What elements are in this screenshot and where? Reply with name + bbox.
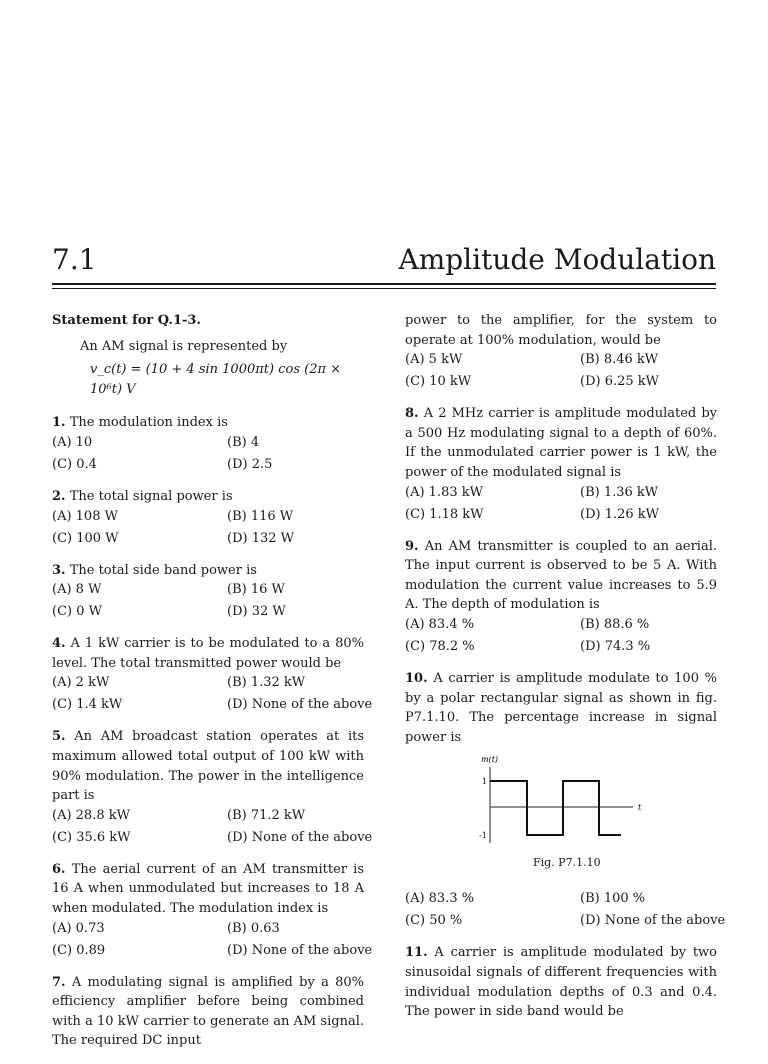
question-9 — [405, 537, 717, 656]
question-text: power to the amplifier, for the system to operate at 100% modulation, would be — [405, 313, 717, 348]
left-column — [52, 311, 373, 1064]
option-a: (A) 10 — [52, 434, 93, 450]
question-number: 9. — [405, 538, 419, 554]
option-c: (C) 50 % — [405, 913, 463, 929]
y-axis-label: m(t) — [481, 755, 499, 765]
option-a: (A) 5 kW — [405, 352, 463, 368]
option-b: (B) 8.46 kW — [580, 352, 659, 368]
question-text: A carrier is amplitude modulate to 100 % by a polar rectangular signal as shown in fig. P7.1.10. The percentage increase in signal power is — [405, 670, 717, 745]
rectangular-signal — [490, 781, 621, 835]
question-text: The aerial current of an AM transmitter is 16 A when unmodulated but increases to 18 A when modulated. The modulation index is — [52, 861, 364, 916]
option-d: (D) None of the above — [227, 829, 373, 845]
question-text: A modulating signal is amplified by a 80% efficiency amplifier before being combined with a 10 kW carrier to generate an AM signal. The required DC input — [52, 974, 364, 1049]
question-text: The total side band power is — [69, 562, 257, 578]
options — [405, 350, 717, 391]
option-c: (C) 35.6 kW — [52, 829, 131, 845]
options — [405, 615, 717, 656]
option-d: (D) 6.25 kW — [580, 374, 660, 390]
option-a: (A) 28.8 kW — [52, 807, 130, 823]
option-b: (B) 4 — [227, 434, 260, 450]
question-4 — [52, 634, 373, 714]
low-level-label: -1 — [479, 831, 487, 841]
option-a: (A) 0.73 — [52, 920, 105, 936]
options — [52, 433, 364, 474]
question-6 — [52, 860, 373, 960]
section-title: Amplitude Modulation — [398, 243, 716, 276]
option-c: (C) 78.2 % — [405, 638, 475, 654]
question-number: 11. — [405, 945, 428, 961]
question-text: A 2 MHz carrier is amplitude modulated by a 500 Hz modulating signal to a depth of 60%. If the unmodulated carrier power is 1 kW, the power of the modulated signal is — [405, 406, 717, 480]
option-a: (A) 83.3 % — [405, 891, 475, 907]
question-number: 4. — [52, 636, 66, 652]
option-b: (B) 88.6 % — [580, 616, 650, 632]
option-d: (D) 2.5 — [227, 456, 273, 472]
question-2 — [52, 487, 364, 548]
question-number: 8. — [405, 406, 419, 422]
option-b: (B) 71.2 kW — [227, 807, 306, 823]
statement-text: An AM signal is represented by — [80, 338, 288, 354]
question-5 — [52, 727, 373, 846]
options — [52, 507, 364, 548]
statement-equation: v_c(t) = (10 + 4 sin 1000πt) cos (2π × 10⁶t) V — [90, 362, 342, 397]
question-7 — [52, 973, 364, 1051]
header-rule-thin — [52, 288, 716, 289]
option-a: (A) 108 W — [52, 508, 118, 524]
question-number: 10. — [405, 670, 428, 686]
question-text: The modulation index is — [69, 415, 228, 431]
option-d: (D) 132 W — [227, 530, 295, 546]
question-text: An AM broadcast station operates at its maximum allowed total output of 100 kW with 90% modulation. The power in the intelligence part is — [52, 729, 364, 804]
question-11 — [405, 943, 717, 1021]
section-number: 7.1 — [52, 243, 97, 276]
options — [52, 919, 373, 960]
options — [52, 806, 373, 847]
options — [52, 673, 373, 714]
right-column — [405, 311, 726, 1035]
option-c: (C) 1.4 kW — [52, 697, 123, 713]
option-d: (D) None of the above — [580, 913, 726, 929]
question-1 — [52, 413, 364, 474]
option-d: (D) 1.26 kW — [580, 506, 660, 522]
question-number: 5. — [52, 729, 66, 745]
question-text: A carrier is amplitude modulated by two sinusoidal signals of different frequencies with individual modulation depths of 0.3 and 0.4. The power in side band would be — [405, 945, 717, 1020]
option-b: (B) 1.36 kW — [580, 484, 659, 500]
option-a: (A) 2 kW — [52, 675, 110, 691]
question-number: 6. — [52, 861, 66, 877]
question-text: An AM transmitter is coupled to an aerial. The input current is observed to be 5 A. With modulation the current value increases to 5.9 A. The depth of modulation is — [405, 538, 717, 613]
option-a: (A) 8 W — [52, 582, 102, 598]
question-number: 7. — [52, 974, 66, 990]
header-rule-thick — [52, 283, 716, 285]
option-c: (C) 0 W — [52, 604, 102, 620]
option-c: (C) 1.18 kW — [405, 506, 484, 522]
option-c: (C) 0.4 — [52, 456, 97, 472]
option-b: (B) 116 W — [227, 508, 294, 524]
option-d: (D) 74.3 % — [580, 638, 651, 654]
option-c: (C) 10 kW — [405, 374, 472, 390]
option-b: (B) 0.63 — [227, 920, 280, 936]
option-c: (C) 0.89 — [52, 942, 106, 958]
question-number: 2. — [52, 488, 66, 504]
statement-heading: Statement for Q.1-3. — [52, 313, 201, 328]
option-d: (D) None of the above — [227, 697, 373, 713]
option-b: (B) 16 W — [227, 582, 285, 598]
option-b: (B) 1.32 kW — [227, 675, 306, 691]
figure-p7-1-10 — [405, 749, 717, 879]
question-number: 3. — [52, 562, 66, 578]
question-3 — [52, 561, 364, 622]
question-number: 1. — [52, 415, 66, 431]
x-axis-label: t — [638, 803, 642, 813]
option-b: (B) 100 % — [580, 891, 646, 907]
option-c: (C) 100 W — [52, 530, 119, 546]
options — [405, 889, 726, 930]
options — [405, 483, 717, 524]
option-a: (A) 83.4 % — [405, 616, 475, 632]
question-text: A 1 kW carrier is to be modulated to a 80% level. The total transmitted power would be — [52, 636, 364, 671]
high-level-label: 1 — [482, 777, 488, 787]
question-8 — [405, 404, 717, 523]
square-wave-diagram — [405, 749, 717, 849]
options — [52, 580, 364, 621]
figure-caption: Fig. P7.1.10 — [533, 856, 601, 870]
question-7-continued — [405, 311, 717, 391]
option-d: (D) 32 W — [227, 604, 286, 620]
question-text: The total signal power is — [69, 488, 233, 504]
option-d: (D) None of the above — [227, 942, 373, 958]
option-a: (A) 1.83 kW — [405, 484, 483, 500]
question-10 — [405, 669, 726, 930]
